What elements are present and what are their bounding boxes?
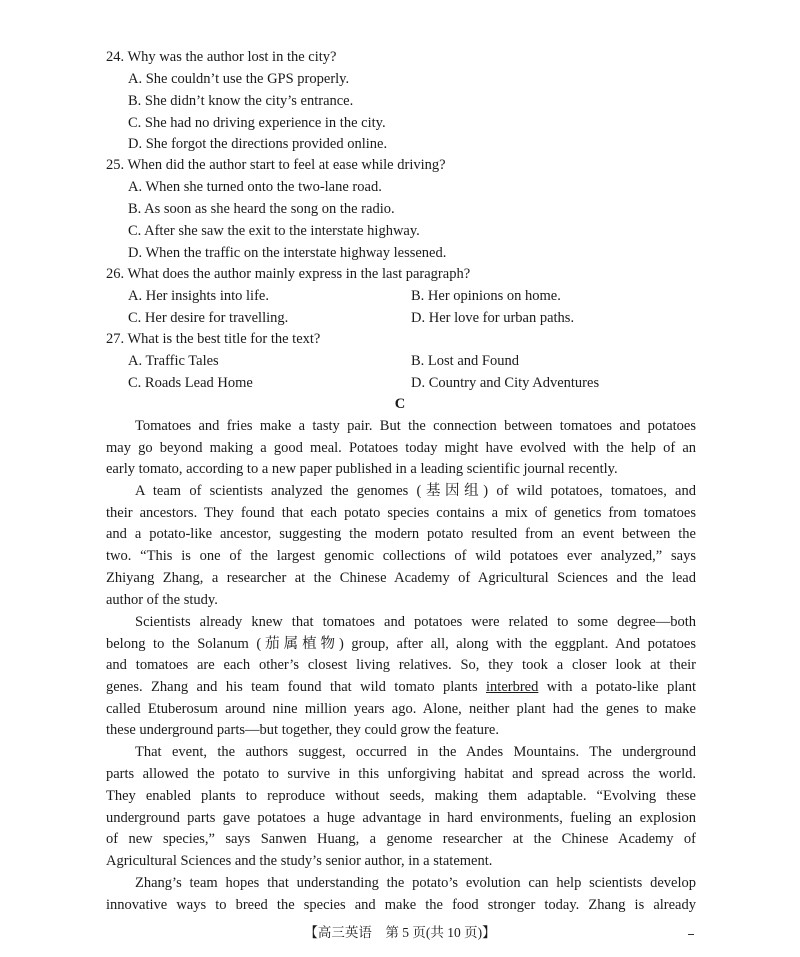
passage-p2-line: author of the study. bbox=[106, 592, 218, 608]
passage-p3-line: and tomatoes are each other’s closest living relatives. So, they took a closer look at their bbox=[106, 657, 696, 673]
passage-p2-line: A team of scientists analyzed the genomes (基因组) of wild potatoes, tomatoes, and bbox=[135, 483, 696, 499]
passage-p4-line: parts allowed the potato to survive in this unforgiving habitat and spread across the world. bbox=[106, 766, 696, 782]
question-27-option-a: A. Traffic Tales bbox=[128, 353, 219, 369]
question-26-stem: 26. What does the author mainly express in the last paragraph? bbox=[106, 266, 471, 282]
passage-p4-line: Agricultural Sciences and the study’s senior author, in a statement. bbox=[106, 853, 493, 869]
passage-p3-line: these underground parts—but together, they could grow the feature. bbox=[106, 722, 499, 738]
passage-p3-line-with-underline bbox=[106, 677, 696, 697]
question-27-option-d: D. Country and City Adventures bbox=[411, 375, 600, 391]
passage-p5-line: innovative ways to breed the species and make the food stronger today. Zhang is already bbox=[106, 897, 696, 913]
passage-p2-line: and a potato-like ancestor, suggesting the modern potato resulted from an event between the bbox=[106, 526, 696, 542]
corner-mark bbox=[688, 934, 694, 935]
section-title: C bbox=[394, 396, 406, 412]
question-25-option-c: C. After she saw the exit to the interstate highway. bbox=[128, 223, 420, 239]
passage-p2-line: two. “This is one of the largest genomic collections of wild potatoes ever analyzed,” says bbox=[106, 548, 696, 564]
question-25-option-d: D. When the traffic on the interstate highway lessened. bbox=[128, 245, 447, 261]
question-24-stem: 24. Why was the author lost in the city? bbox=[106, 49, 337, 65]
question-25-option-a: A. When she turned onto the two-lane road. bbox=[128, 179, 382, 195]
passage-text: with a potato-like plant bbox=[546, 679, 696, 695]
passage-text: genes. Zhang and his team found that wild tomato plants bbox=[106, 679, 478, 695]
question-24-option-a: A. She couldn’t use the GPS properly. bbox=[128, 71, 350, 87]
question-26-option-a: A. Her insights into life. bbox=[128, 288, 269, 304]
passage-p3-line: Scientists already knew that tomatoes and potatoes were related to some degree—both bbox=[135, 614, 696, 630]
passage-p2-line: their ancestors. They found that each potato species contains a mix of genetics from tomatoes bbox=[106, 505, 696, 521]
question-24-option-b: B. She didn’t know the city’s entrance. bbox=[128, 93, 354, 109]
question-25-stem: 25. When did the author start to feel at ease while driving? bbox=[106, 157, 446, 173]
underlined-word: interbred bbox=[486, 679, 539, 695]
question-24-option-d: D. She forgot the directions provided online. bbox=[128, 136, 388, 152]
passage-p3-line: called Etuberosum around nine million years ago. Alone, neither plant had the genes to make bbox=[106, 701, 696, 717]
page-footer: 【高三英语 第 5 页(共 10 页)】 bbox=[304, 925, 496, 940]
passage-p2-line: Zhiyang Zhang, a researcher at the Chinese Academy of Agricultural Sciences and the lead bbox=[106, 570, 696, 586]
question-27-option-c: C. Roads Lead Home bbox=[128, 375, 253, 391]
question-26-option-c: C. Her desire for travelling. bbox=[128, 310, 289, 326]
question-24-option-c: C. She had no driving experience in the city. bbox=[128, 115, 386, 131]
question-25-option-b: B. As soon as she heard the song on the radio. bbox=[128, 201, 395, 217]
passage-p1-line: may go beyond making a good meal. Potatoes today might have evolved with the help of an bbox=[106, 440, 696, 456]
passage-p1-line: early tomato, according to a new paper published in a leading scientific journal recently. bbox=[106, 461, 618, 477]
question-27-stem: 27. What is the best title for the text? bbox=[106, 331, 321, 347]
passage-p5-line: Zhang’s team hopes that understanding the potato’s evolution can help scientists develop bbox=[135, 875, 696, 891]
passage-p4-line: They enabled plants to reproduce without seeds, making them adaptable. “Evolving these bbox=[106, 788, 696, 804]
question-26-option-d: D. Her love for urban paths. bbox=[411, 310, 575, 326]
passage-p3-line: belong to the Solanum (茄属植物) group, after all, along with the eggplant. And potatoes bbox=[106, 636, 696, 652]
passage-p1-line: Tomatoes and fries make a tasty pair. But the connection between tomatoes and potatoes bbox=[135, 418, 696, 434]
passage-p4-line: of new species,” says Sanwen Huang, a genome researcher at the Chinese Academy of bbox=[106, 831, 696, 847]
passage-p4-line: That event, the authors suggest, occurred in the Andes Mountains. The underground bbox=[135, 744, 696, 760]
question-27-option-b: B. Lost and Found bbox=[411, 353, 519, 369]
question-26-option-b: B. Her opinions on home. bbox=[411, 288, 561, 304]
passage-p4-line: underground parts gave potatoes a huge advantage in hard environments, fueling an explosion bbox=[106, 810, 696, 826]
